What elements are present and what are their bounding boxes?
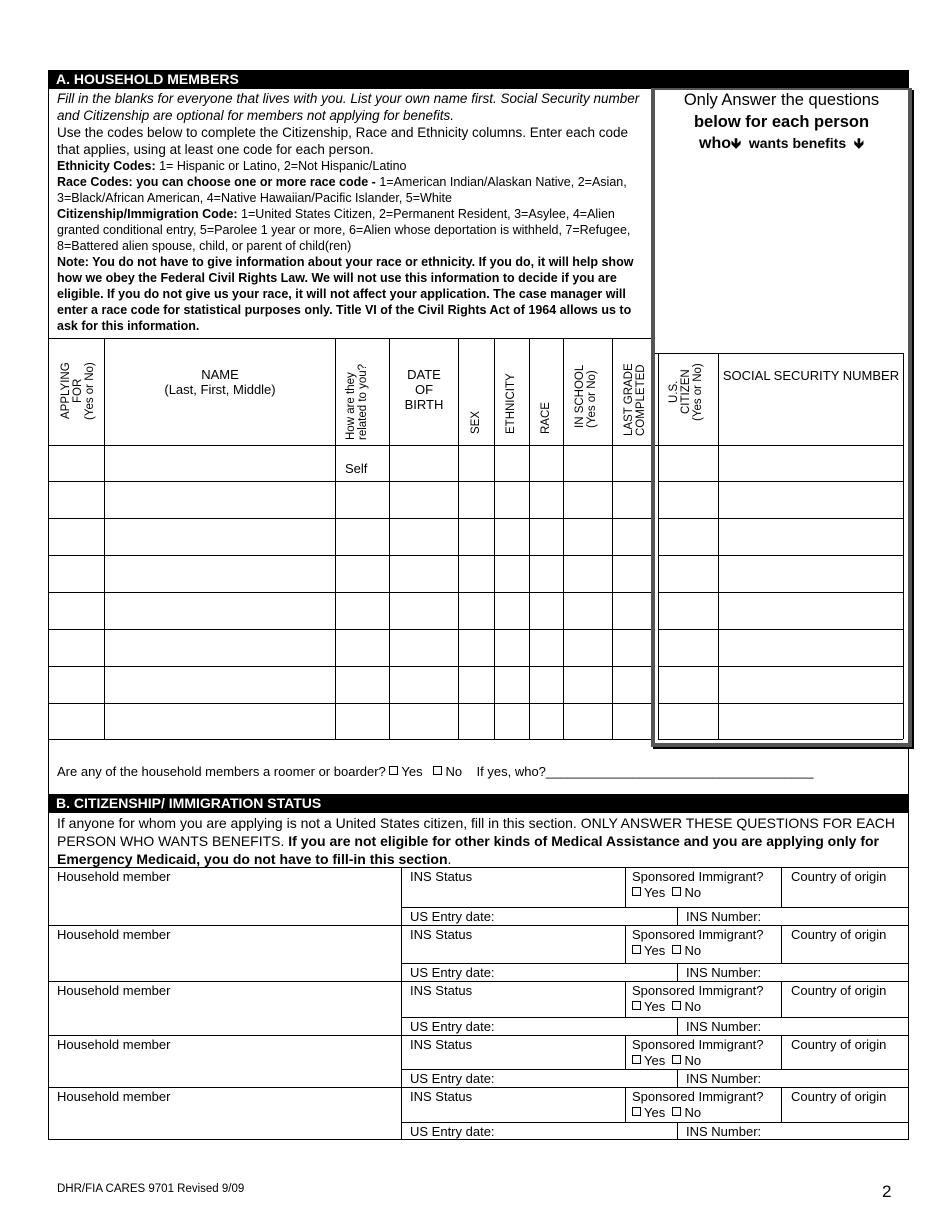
household-member-label: Household member [57, 983, 171, 998]
self-cell: Self [345, 461, 368, 476]
table-row-line [48, 518, 651, 519]
form-id: DHR/FIA CARES 9701 Revised 9/09 [57, 1183, 245, 1195]
entry-date-label: US Entry date: [410, 965, 495, 980]
col-ethnicity: ETHNICITY [505, 373, 517, 434]
col-applying-for: APPLYING FOR (Yes or No) [60, 362, 96, 420]
table-row-line [658, 592, 903, 593]
ins-number-label: INS Number: [686, 909, 762, 924]
ins-status-label: INS Status [410, 1037, 473, 1052]
country-label: Country of origin [791, 1089, 887, 1104]
sponsored-options: Yes No [632, 1105, 701, 1120]
entry-date-label: US Entry date: [410, 1124, 495, 1139]
sponsored-yes-checkbox[interactable] [632, 945, 641, 954]
table-row-line [658, 629, 903, 630]
entry-date-label: US Entry date: [410, 1071, 495, 1086]
ins-status-label: INS Status [410, 1089, 473, 1104]
ins-number-label: INS Number: [686, 1071, 762, 1086]
table-row-line [658, 703, 903, 704]
sponsored-label: Sponsored Immigrant? [632, 1089, 764, 1104]
sponsored-label: Sponsored Immigrant? [632, 869, 764, 884]
household-member-label: Household member [57, 1037, 171, 1052]
table-row-line [658, 555, 903, 556]
roomer-yes-checkbox[interactable] [389, 766, 398, 775]
country-label: Country of origin [791, 927, 887, 942]
table-row-line [658, 518, 903, 519]
intro-italic: Fill in the blanks for everyone that lives with you. List your own name first. Social Security number and Citizenship are optional for members not applying for benefits. [57, 91, 640, 123]
table-row-line [48, 666, 651, 667]
ins-status-label: INS Status [410, 869, 473, 884]
entry-date-label: US Entry date: [410, 1019, 495, 1034]
ins-status-label: INS Status [410, 927, 473, 942]
ethnicity-label: Ethnicity Codes: [57, 159, 156, 173]
ins-number-label: INS Number: [686, 1019, 762, 1034]
sponsored-options: Yes No [632, 999, 701, 1014]
col-in-school: IN SCHOOL (Yes or No) [574, 364, 598, 428]
citizenship-codes: 1=United States Citizen, 2=Permanent Resident, 3=Asylee, 4=Alien granted conditional entry, 5=Parolee 1 year or more, 6=Alien whose deportation is withheld, 7=Refugee, 8=Battered alien spouse, child, or parent of child(ren) [57, 207, 631, 253]
sponsored-yes-checkbox[interactable] [632, 1107, 641, 1116]
race-codes: 1=American Indian/Alaskan Native, 2=Asian, 3=Black/African American, 4=Native Hawaiian/Pacific Islander, 5=White [57, 175, 627, 205]
roomer-question: Are any of the household members a roomer or boarder? Yes No If yes, who?_____________________________________ [57, 764, 814, 779]
sponsored-no-checkbox[interactable] [672, 1055, 681, 1064]
sponsored-yes-checkbox[interactable] [632, 1055, 641, 1064]
arrow-down-icon: 🡻 [731, 135, 742, 151]
table-row-line [48, 592, 651, 593]
sponsored-no-checkbox[interactable] [672, 1107, 681, 1116]
sponsored-options: Yes No [632, 885, 701, 900]
entry-date-label: US Entry date: [410, 909, 495, 924]
col-us-citizen: U.S. CITIZEN (Yes or No) [668, 363, 704, 421]
col-race: RACE [540, 402, 552, 434]
sponsored-label: Sponsored Immigrant? [632, 1037, 764, 1052]
table-row-line [48, 629, 651, 630]
page-number: 2 [882, 1182, 892, 1201]
household-member-label: Household member [57, 927, 171, 942]
col-last-grade: LAST GRADE COMPLETED [623, 363, 647, 436]
table-row-line [48, 555, 651, 556]
sponsored-no-checkbox[interactable] [672, 887, 681, 896]
sponsored-label: Sponsored Immigrant? [632, 927, 764, 942]
roomer-who-field[interactable]: If yes, who?_____________________________________ [476, 764, 814, 779]
col-ssn: SOCIAL SECURITY NUMBER [722, 368, 900, 383]
sponsored-yes-checkbox[interactable] [632, 1001, 641, 1010]
country-label: Country of origin [791, 983, 887, 998]
roomer-no-checkbox[interactable] [433, 766, 442, 775]
sponsored-yes-checkbox[interactable] [632, 887, 641, 896]
table-row-line [658, 739, 903, 740]
benefits-box-heading: Only Answer the questions below for each person who🡻 wants benefits 🡻 [683, 91, 880, 152]
intro-normal: Use the codes below to complete the Citizenship, Race and Ethnicity columns. Enter each code that applies, using at least one code for each person. [57, 125, 629, 157]
household-member-label: Household member [57, 869, 171, 884]
col-relation: How are they related to you? [345, 363, 369, 440]
sponsored-no-checkbox[interactable] [672, 1001, 681, 1010]
ins-number-label: INS Number: [686, 965, 762, 980]
section-a-instructions [57, 90, 649, 334]
privacy-note: Note: You do not have to give information about your race or ethnicity. If you do, it will help show how we obey the Federal Civil Rights Law. We will not use this information to decide if you are eligible. If you do not give us your race, it will not affect your application. The case manager will enter a race code for statistical purposes only. Title VI of the Civil Rights Act of 1964 allows us to ask for this information. [57, 255, 634, 333]
section-a-header: A. HOUSEHOLD MEMBERS [48, 70, 909, 89]
household-member-label: Household member [57, 1089, 171, 1104]
section-b-intro: If anyone for whom you are applying is not a United States citizen, fill in this section. ONLY ANSWER THESE QUESTIONS FOR EACH PERSON WHO WANTS BENEFITS. If you are not eligible for other kinds of Medical Assistance and you are applying only for Emergency Medicaid, you do not have to fill-in this section. [57, 815, 895, 867]
country-label: Country of origin [791, 1037, 887, 1052]
sponsored-label: Sponsored Immigrant? [632, 983, 764, 998]
table-row-line [48, 703, 651, 704]
ins-status-label: INS Status [410, 983, 473, 998]
sponsored-options: Yes No [632, 1053, 701, 1068]
arrow-down-icon: 🡻 [853, 135, 864, 151]
ins-number-label: INS Number: [686, 1124, 762, 1139]
country-label: Country of origin [791, 869, 887, 884]
section-b-header: B. CITIZENSHIP/ IMMIGRATION STATUS [48, 794, 909, 813]
ethnicity-codes: 1= Hispanic or Latino, 2=Not Hispanic/Latino [155, 159, 407, 173]
col-name: NAME (Last, First, Middle) [164, 367, 276, 397]
sponsored-no-checkbox[interactable] [672, 945, 681, 954]
table-row-line [658, 481, 903, 482]
race-label: Race Codes: you can choose one or more race code - [57, 175, 376, 189]
sponsored-options: Yes No [632, 943, 701, 958]
table-row-line [48, 481, 651, 482]
citizenship-label: Citizenship/Immigration Code: [57, 207, 238, 221]
col-dob: DATE OF BIRTH [404, 367, 444, 412]
table-row-line [658, 666, 903, 667]
col-sex: SEX [470, 410, 482, 434]
